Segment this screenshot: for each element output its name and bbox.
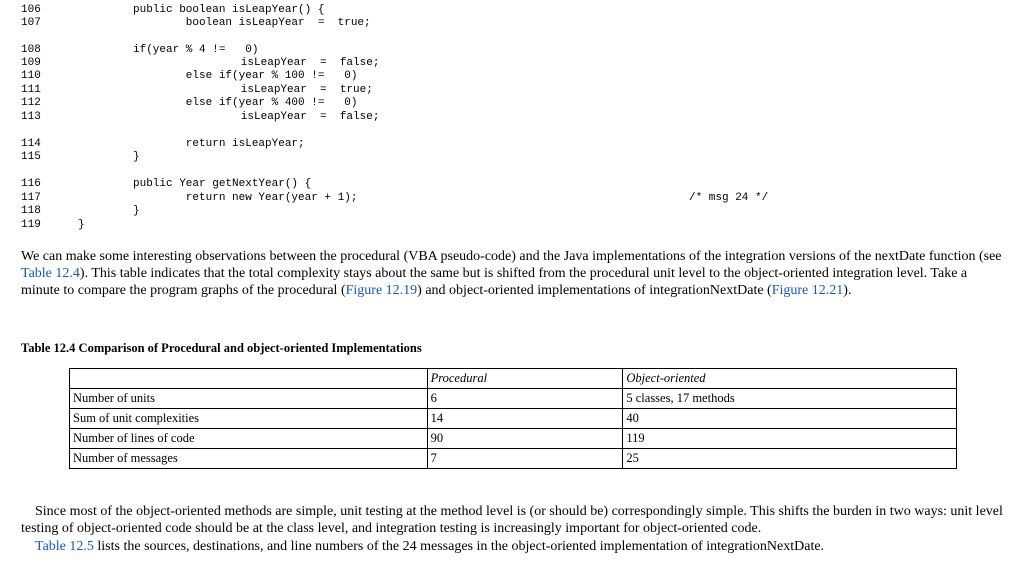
code-line: [0, 151, 140, 164]
line-number: 116: [21, 178, 41, 190]
line-number: 119: [21, 219, 41, 231]
table-row: [70, 389, 957, 409]
code-text: if(year % 4 != 0): [133, 44, 259, 56]
figure-12-21-link[interactable]: Figure 12.21: [771, 283, 844, 298]
table-cell: 119: [623, 429, 957, 449]
code-text: public boolean isLeapYear() {: [133, 4, 325, 16]
table-header-row: [70, 369, 957, 389]
comparison-table: [69, 368, 957, 469]
code-text: else if(year % 400 != 0): [133, 97, 358, 109]
line-number: 113: [21, 111, 41, 123]
code-text: }: [133, 205, 140, 217]
line-number: 115: [21, 151, 41, 163]
table-header-cell: [70, 369, 428, 389]
code-text: boolean isLeapYear = true;: [133, 17, 371, 29]
line-number: 110: [21, 70, 41, 82]
table-cell: Number of lines of code: [70, 429, 428, 449]
code-line: [0, 84, 373, 97]
code-line: [0, 178, 312, 191]
line-number: 117: [21, 192, 41, 204]
table-row: [70, 449, 957, 469]
line-number: 106: [21, 4, 41, 16]
table-cell: 7: [427, 449, 623, 469]
paragraph-text: ) and object-oriented implementations of integrationNextDate (: [417, 283, 772, 298]
code-line: [0, 57, 380, 70]
line-number: 108: [21, 44, 41, 56]
code-line: [0, 44, 259, 57]
table-row: [70, 409, 957, 429]
table-12-5-link[interactable]: Table 12.5: [35, 539, 94, 554]
table-cell: Number of units: [70, 389, 428, 409]
code-line: [0, 138, 305, 151]
code-text: isLeapYear = false;: [188, 57, 380, 69]
table-caption: Table 12.4 Comparison of Procedural and object-oriented Implementations: [21, 341, 422, 355]
paragraph-table-12-5: [35, 538, 1005, 555]
code-line: [0, 111, 380, 124]
table-cell: Sum of unit complexities: [70, 409, 428, 429]
code-text: public Year getNextYear() {: [133, 178, 312, 190]
line-number: 114: [21, 138, 41, 150]
line-number: 118: [21, 205, 41, 217]
table-cell: Number of messages: [70, 449, 428, 469]
table-cell: 40: [623, 409, 957, 429]
code-text: return new Year(year + 1);: [133, 192, 358, 204]
code-line: [0, 4, 325, 17]
code-line: [0, 17, 371, 30]
line-number: 109: [21, 57, 41, 69]
code-line: [0, 97, 358, 110]
code-text: else if(year % 100 != 0): [133, 70, 358, 82]
code-line: [0, 192, 769, 205]
table-header-cell: Object-oriented: [623, 369, 957, 389]
code-text: return isLeapYear;: [133, 138, 305, 150]
table-row: [70, 429, 957, 449]
code-line: [0, 70, 358, 83]
table-12-4-link[interactable]: Table 12.4: [21, 266, 80, 281]
line-number: 111: [21, 84, 41, 96]
paragraph-text: ).: [843, 283, 852, 298]
code-line: [0, 219, 85, 232]
table-cell: 25: [623, 449, 957, 469]
figure-12-19-link[interactable]: Figure 12.19: [345, 283, 418, 298]
code-text: }: [133, 151, 140, 163]
paragraph-observations: [21, 248, 1007, 299]
paragraph-unit-testing: [21, 503, 1009, 537]
code-line: [0, 205, 140, 218]
paragraph-text: Since most of the object-oriented methods are simple, unit testing at the method level is (or should be) correspondingly simple. This shifts the burden in two ways: unit level testing of object-oriented code should be at the class level, and integration testing is increasingly important for object-oriented code.: [21, 504, 1003, 536]
line-number: 107: [21, 17, 41, 29]
table-cell: 14: [427, 409, 623, 429]
table-cell: 6: [427, 389, 623, 409]
code-text: isLeapYear = false;: [188, 111, 380, 123]
table-header-cell: Procedural: [427, 369, 623, 389]
code-comment: /* msg 24 */: [689, 192, 769, 204]
table-cell: 90: [427, 429, 623, 449]
paragraph-text: ). This table indicates that the total complexity stays about the same but is shifted from the procedural unit level to the object-oriented integration level. Take a minute to compare the program graphs of the procedural (: [21, 266, 968, 298]
line-number: 112: [21, 97, 41, 109]
code-text: }: [78, 219, 85, 231]
paragraph-text: lists the sources, destinations, and line numbers of the 24 messages in the object-oriented implementation of integrationNextDate.: [93, 539, 825, 554]
table-cell: 5 classes, 17 methods: [623, 389, 957, 409]
code-text: isLeapYear = true;: [188, 84, 373, 96]
paragraph-text: We can make some interesting observations between the procedural (VBA pseudo-code) and the Java implementations of the integration versions of the nextDate function (see: [21, 249, 1002, 264]
